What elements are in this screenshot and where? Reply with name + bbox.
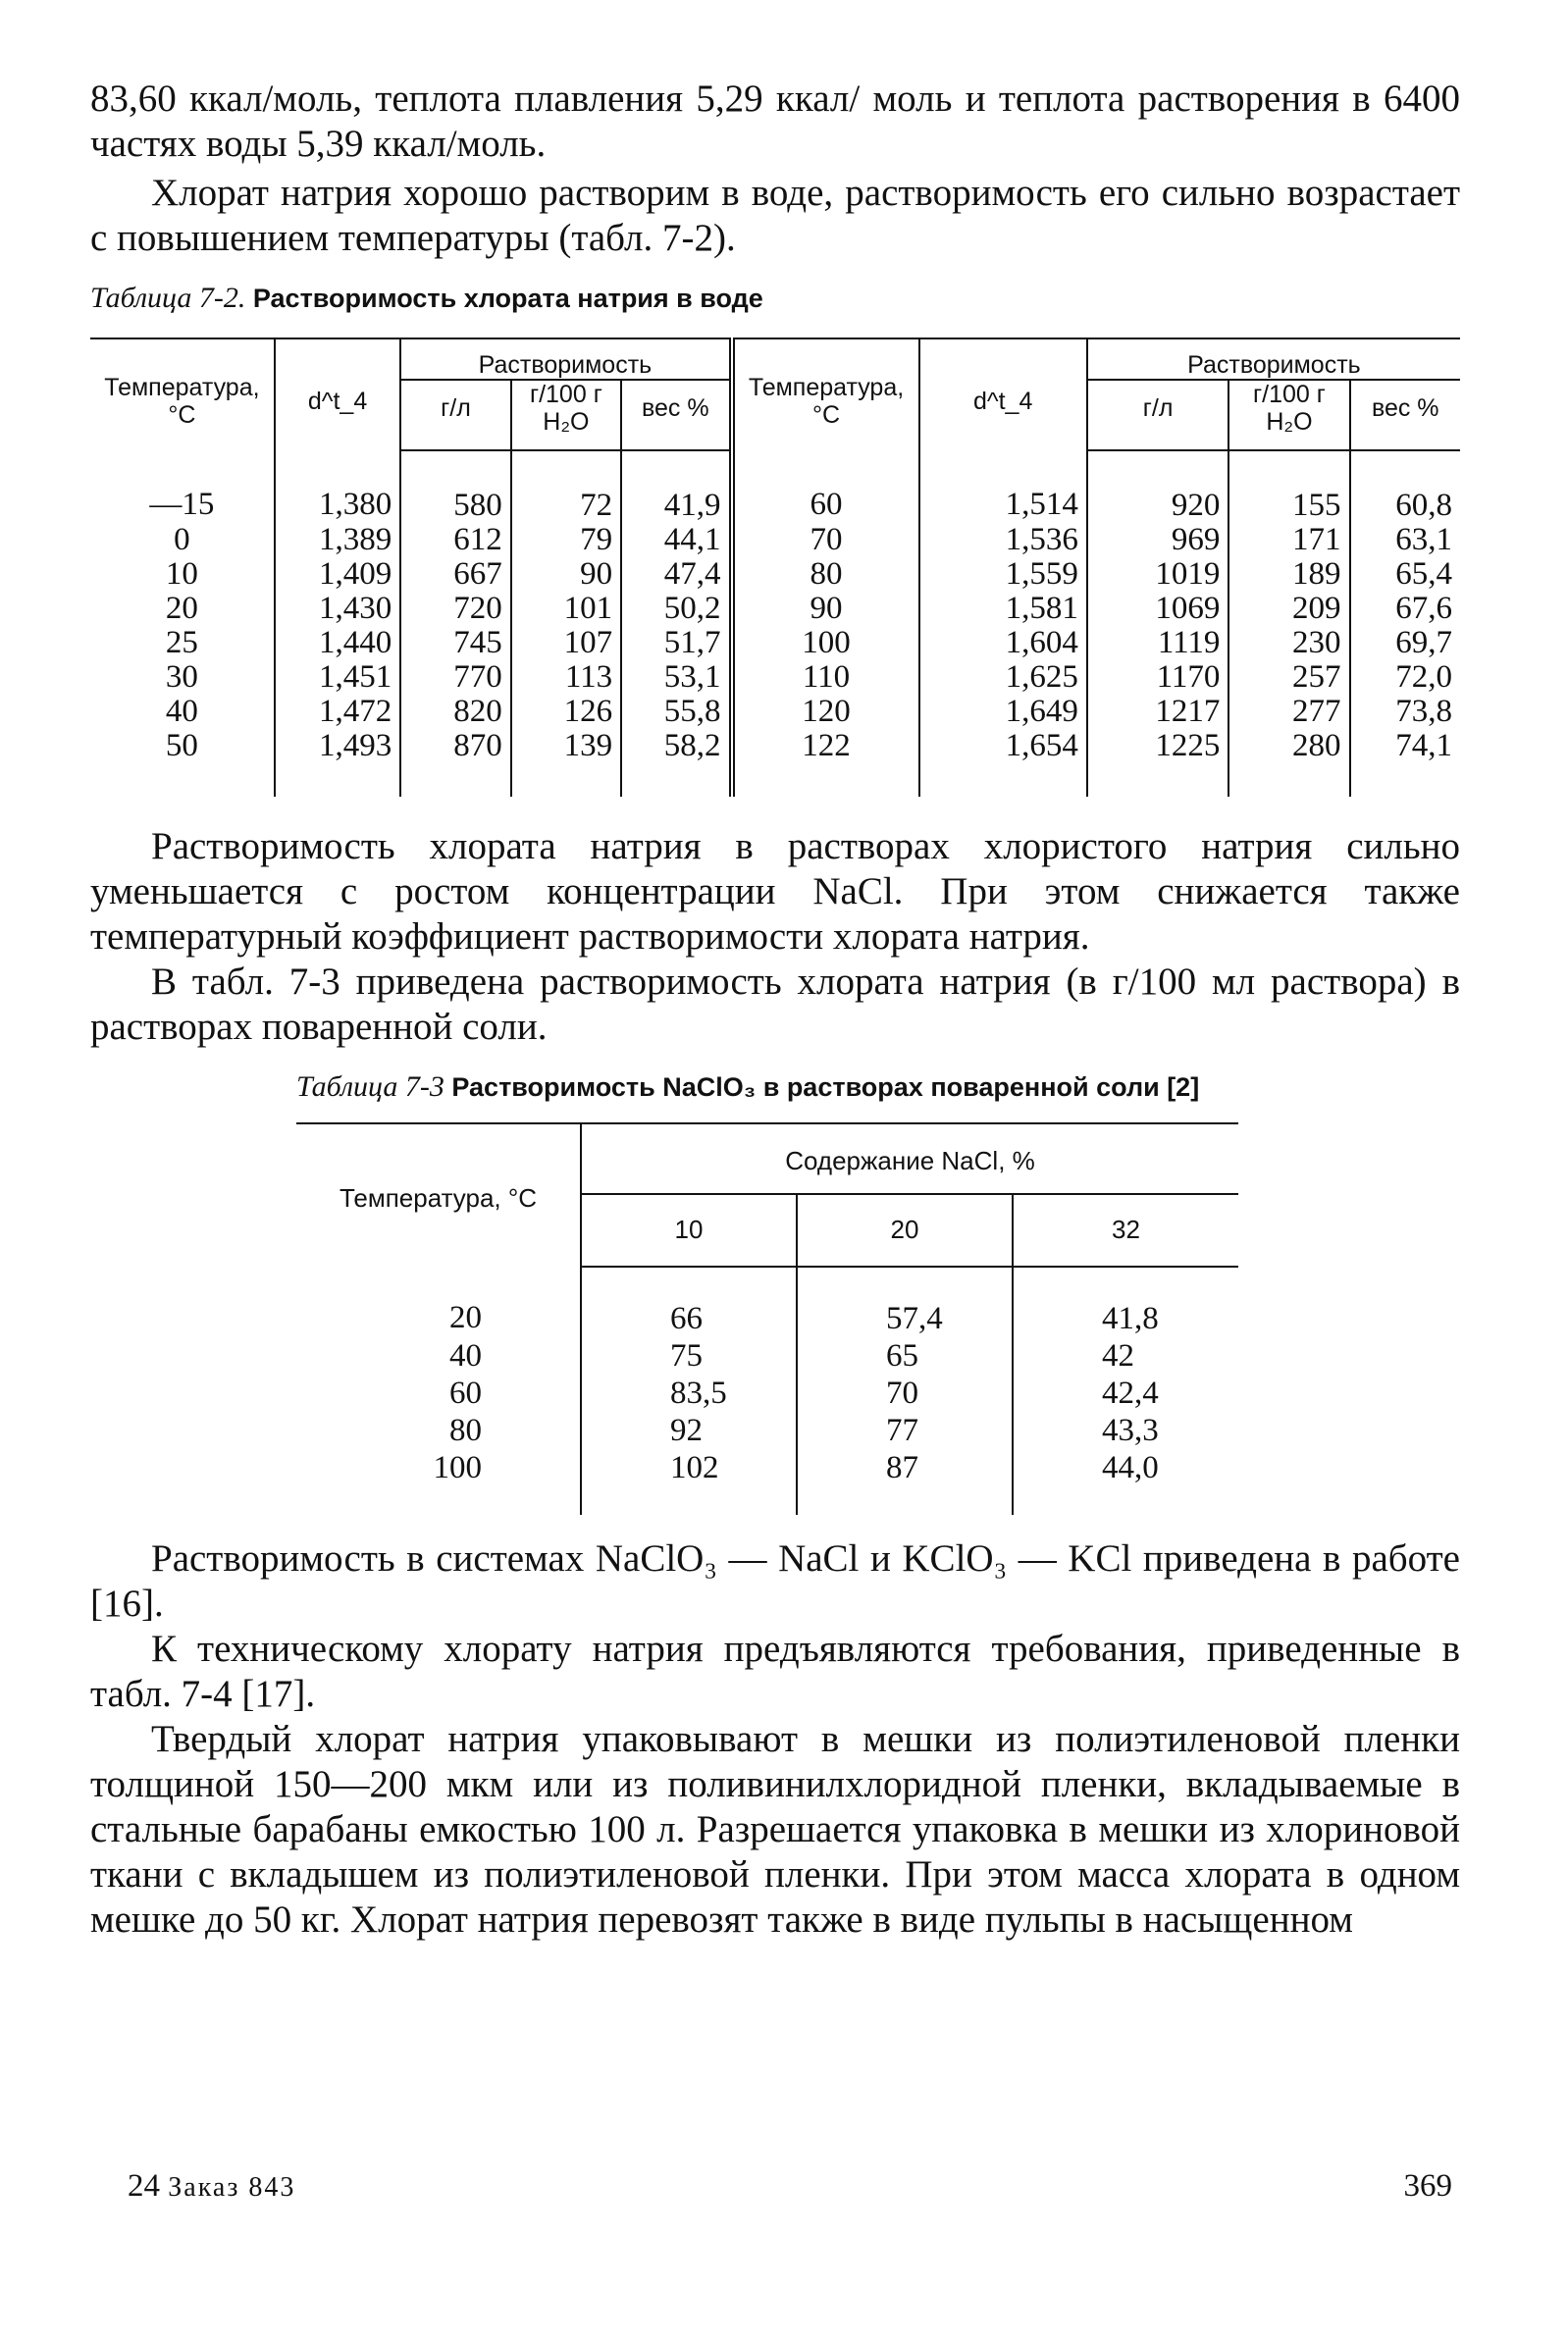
table-7-3-caption: [296, 1069, 1238, 1105]
table-cell: 63,1: [1350, 523, 1461, 557]
table-cell: 50: [165, 728, 198, 763]
table-cell: 280: [1228, 729, 1349, 797]
table-cell: 77: [797, 1412, 1013, 1449]
table-cell: 42: [1013, 1337, 1238, 1375]
table-cell: 122: [732, 729, 919, 797]
table-cell: 113: [511, 660, 621, 695]
table-row: [90, 626, 1460, 660]
table-7-2: [90, 338, 1460, 797]
table-cell: 60: [449, 1376, 482, 1411]
paragraph-requirements: К техническому хлорату натрия предъявляются требования, приведенные в табл. 7-4 [17].: [90, 1628, 1460, 1715]
table-cell: 87: [797, 1449, 1013, 1515]
signature-mark: [128, 2168, 295, 2205]
table-cell: 1,380: [275, 450, 400, 523]
table-cell: 20: [449, 1300, 482, 1335]
table-cell: 1225: [1087, 729, 1229, 797]
table-row: [90, 592, 1460, 626]
table-cell: 1,536: [919, 523, 1087, 557]
table-cell: 155: [1228, 450, 1349, 523]
paragraph-packaging: Твердый хлорат натрия упаковывают в мешки из полиэтиленовой пленки толщиной 150—200 мкм или из поливинилхлоридной пленки, вкладываемые в стальные барабаны емкостью 100 л. Разрешается упаковка в мешки из хлориновой ткани с вкладышем из полиэтиленовой пленки. При этом масса хлората в одном мешке до 50 кг. Хлорат натрия перевозят также в виде пульпы в насыщенном: [90, 1718, 1460, 1941]
header-solubility-left: Растворимость: [400, 338, 731, 380]
table-cell: 870: [400, 729, 510, 797]
table-cell: 189: [1228, 557, 1349, 592]
table-cell: 102: [581, 1449, 797, 1515]
table-cell: 1,604: [919, 626, 1087, 660]
table-cell: 745: [400, 626, 510, 660]
table-row: [296, 1267, 1238, 1337]
table-cell: 60,8: [1350, 450, 1461, 523]
table-cell: 107: [511, 626, 621, 660]
table-cell: 55,8: [621, 695, 731, 729]
table-cell: 139: [511, 729, 621, 797]
table-cell: 41,8: [1013, 1267, 1238, 1337]
table-cell: 770: [400, 660, 510, 695]
page-number: 369: [1403, 2168, 1452, 2204]
table-cell: 1,581: [919, 592, 1087, 626]
table-cell: 0: [174, 522, 190, 557]
table-row: [90, 450, 1460, 523]
header-solubility-right: Растворимость: [1087, 338, 1460, 380]
table-cell: 74,1: [1350, 729, 1461, 797]
table-cell: 1,559: [919, 557, 1087, 592]
table-row: [90, 523, 1460, 557]
table-cell: 1,440: [275, 626, 400, 660]
page: [90, 77, 1460, 1943]
table-row: [90, 695, 1460, 729]
table-cell: 171: [1228, 523, 1349, 557]
paragraph-table-7-3-ref: В табл. 7-3 приведена растворимость хлората натрия (в г/100 мл раствора) в растворах поваренной соли.: [90, 961, 1460, 1048]
table-cell: 612: [400, 523, 510, 557]
table-cell: 72: [511, 450, 621, 523]
table-row: [296, 1449, 1238, 1515]
table-cell: 66: [581, 1267, 797, 1337]
table-cell: 667: [400, 557, 510, 592]
table-cell: 101: [511, 592, 621, 626]
header-wt-left: вес %: [621, 380, 731, 450]
table-cell: 51,7: [621, 626, 731, 660]
table-cell: 720: [400, 592, 510, 626]
table-7-3-body: [296, 1267, 1238, 1515]
table-cell: 277: [1228, 695, 1349, 729]
header-wt-right: вес %: [1350, 380, 1461, 450]
table-row: [90, 729, 1460, 797]
table-cell: 209: [1228, 592, 1349, 626]
table-cell: 50,2: [621, 592, 731, 626]
table-cell: 44,0: [1013, 1449, 1238, 1515]
header-temperature: Температура, °С: [296, 1123, 581, 1267]
table-cell: 1,472: [275, 695, 400, 729]
table-cell: 25: [165, 625, 198, 660]
table-cell: 80: [732, 557, 919, 592]
header-density-left: d^t_4: [275, 338, 400, 450]
header-g100-right: г/100 г H₂O: [1228, 380, 1349, 450]
table-cell: 1,389: [275, 523, 400, 557]
table-cell: 1,493: [275, 729, 400, 797]
table-row: [296, 1375, 1238, 1412]
table-cell: 80: [449, 1413, 482, 1448]
table-7-2-caption: [90, 281, 1460, 316]
header-gl-right: г/л: [1087, 380, 1229, 450]
table-7-2-title: Растворимость хлората натрия в воде: [252, 284, 763, 313]
table-cell: 230: [1228, 626, 1349, 660]
table-cell: 1069: [1087, 592, 1229, 626]
table-cell: 70: [797, 1375, 1013, 1412]
table-cell: 1,649: [919, 695, 1087, 729]
table-cell: 1,430: [275, 592, 400, 626]
table-cell: 1,625: [919, 660, 1087, 695]
table-cell: 44,1: [621, 523, 731, 557]
table-cell: 69,7: [1350, 626, 1461, 660]
table-cell: 70: [732, 523, 919, 557]
table-cell: 580: [400, 450, 510, 523]
table-cell: 41,9: [621, 450, 731, 523]
table-cell: 73,8: [1350, 695, 1461, 729]
table-cell: 20: [165, 591, 198, 626]
paragraph-intro-1: 83,60 ккал/моль, теплота плавления 5,29 ккал/ моль и теплота растворения в 6400 частях воды 5,39 ккал/моль.: [90, 78, 1460, 165]
table-cell: 83,5: [581, 1375, 797, 1412]
table-cell: 90: [511, 557, 621, 592]
table-cell: 257: [1228, 660, 1349, 695]
table-cell: 1,451: [275, 660, 400, 695]
table-cell: 1119: [1087, 626, 1229, 660]
header-nacl-20: 20: [797, 1194, 1013, 1267]
header-temperature-left: Температура, °С: [90, 338, 275, 450]
table-7-3-title: Растворимость NaClO₃ в растворах поваренной соли [2]: [451, 1072, 1200, 1102]
table-cell: 75: [581, 1337, 797, 1375]
table-cell: 120: [732, 695, 919, 729]
paragraph-nacl-effect: Растворимость хлората натрия в растворах хлористого натрия сильно уменьшается с ростом концентрации NaCl. При этом снижается также температурный коэффициент растворимости хлората натрия.: [90, 825, 1460, 958]
table-row: [90, 557, 1460, 592]
paragraph-systems: Растворимость в системах NaClO₃ — NaCl и KClO₃ — KCl приведена в работе [16].: [90, 1537, 1460, 1625]
header-density-right: d^t_4: [919, 338, 1087, 450]
table-cell: 30: [165, 659, 198, 695]
table-cell: 65,4: [1350, 557, 1461, 592]
table-cell: 100: [732, 626, 919, 660]
table-cell: 1019: [1087, 557, 1229, 592]
order-number: Заказ 843: [168, 2172, 296, 2203]
table-cell: 1170: [1087, 660, 1229, 695]
table-7-3: [296, 1122, 1238, 1515]
header-temperature-right: Температура, °С: [732, 338, 919, 450]
header-nacl-32: 32: [1013, 1194, 1238, 1267]
table-cell: 920: [1087, 450, 1229, 523]
table-cell: 1,514: [919, 450, 1087, 523]
table-cell: 1217: [1087, 695, 1229, 729]
table-cell: 47,4: [621, 557, 731, 592]
table-cell: 1,654: [919, 729, 1087, 797]
table-cell: 43,3: [1013, 1412, 1238, 1449]
paragraph-intro-2: Хлорат натрия хорошо растворим в воде, растворимость его сильно возрастает с повышением температуры (табл. 7-2).: [90, 172, 1460, 259]
table-cell: 1,409: [275, 557, 400, 592]
table-cell: 92: [581, 1412, 797, 1449]
header-gl-left: г/л: [400, 380, 510, 450]
table-7-2-number: Таблица 7-2.: [90, 282, 246, 314]
table-cell: 60: [732, 450, 919, 523]
table-cell: 100: [433, 1450, 482, 1485]
table-cell: 72,0: [1350, 660, 1461, 695]
signature-number: 24: [128, 2168, 160, 2204]
table-cell: 53,1: [621, 660, 731, 695]
table-7-2-body: [90, 450, 1460, 797]
table-cell: 10: [165, 556, 198, 592]
table-cell: 40: [165, 694, 198, 729]
table-row: [296, 1337, 1238, 1375]
header-nacl-content: Содержание NaCl, %: [581, 1123, 1238, 1194]
table-cell: —15: [149, 487, 215, 522]
header-nacl-10: 10: [581, 1194, 797, 1267]
table-cell: 57,4: [797, 1267, 1013, 1337]
table-cell: 79: [511, 523, 621, 557]
header-g100-left: г/100 г H₂O: [511, 380, 621, 450]
table-cell: 65: [797, 1337, 1013, 1375]
table-cell: 110: [732, 660, 919, 695]
table-cell: 40: [449, 1338, 482, 1374]
table-cell: 969: [1087, 523, 1229, 557]
table-cell: 90: [732, 592, 919, 626]
table-cell: 820: [400, 695, 510, 729]
table-row: [296, 1412, 1238, 1449]
table-row: [90, 660, 1460, 695]
table-cell: 58,2: [621, 729, 731, 797]
table-7-3-number: Таблица 7-3: [296, 1070, 444, 1103]
table-cell: 67,6: [1350, 592, 1461, 626]
table-cell: 126: [511, 695, 621, 729]
table-cell: 42,4: [1013, 1375, 1238, 1412]
